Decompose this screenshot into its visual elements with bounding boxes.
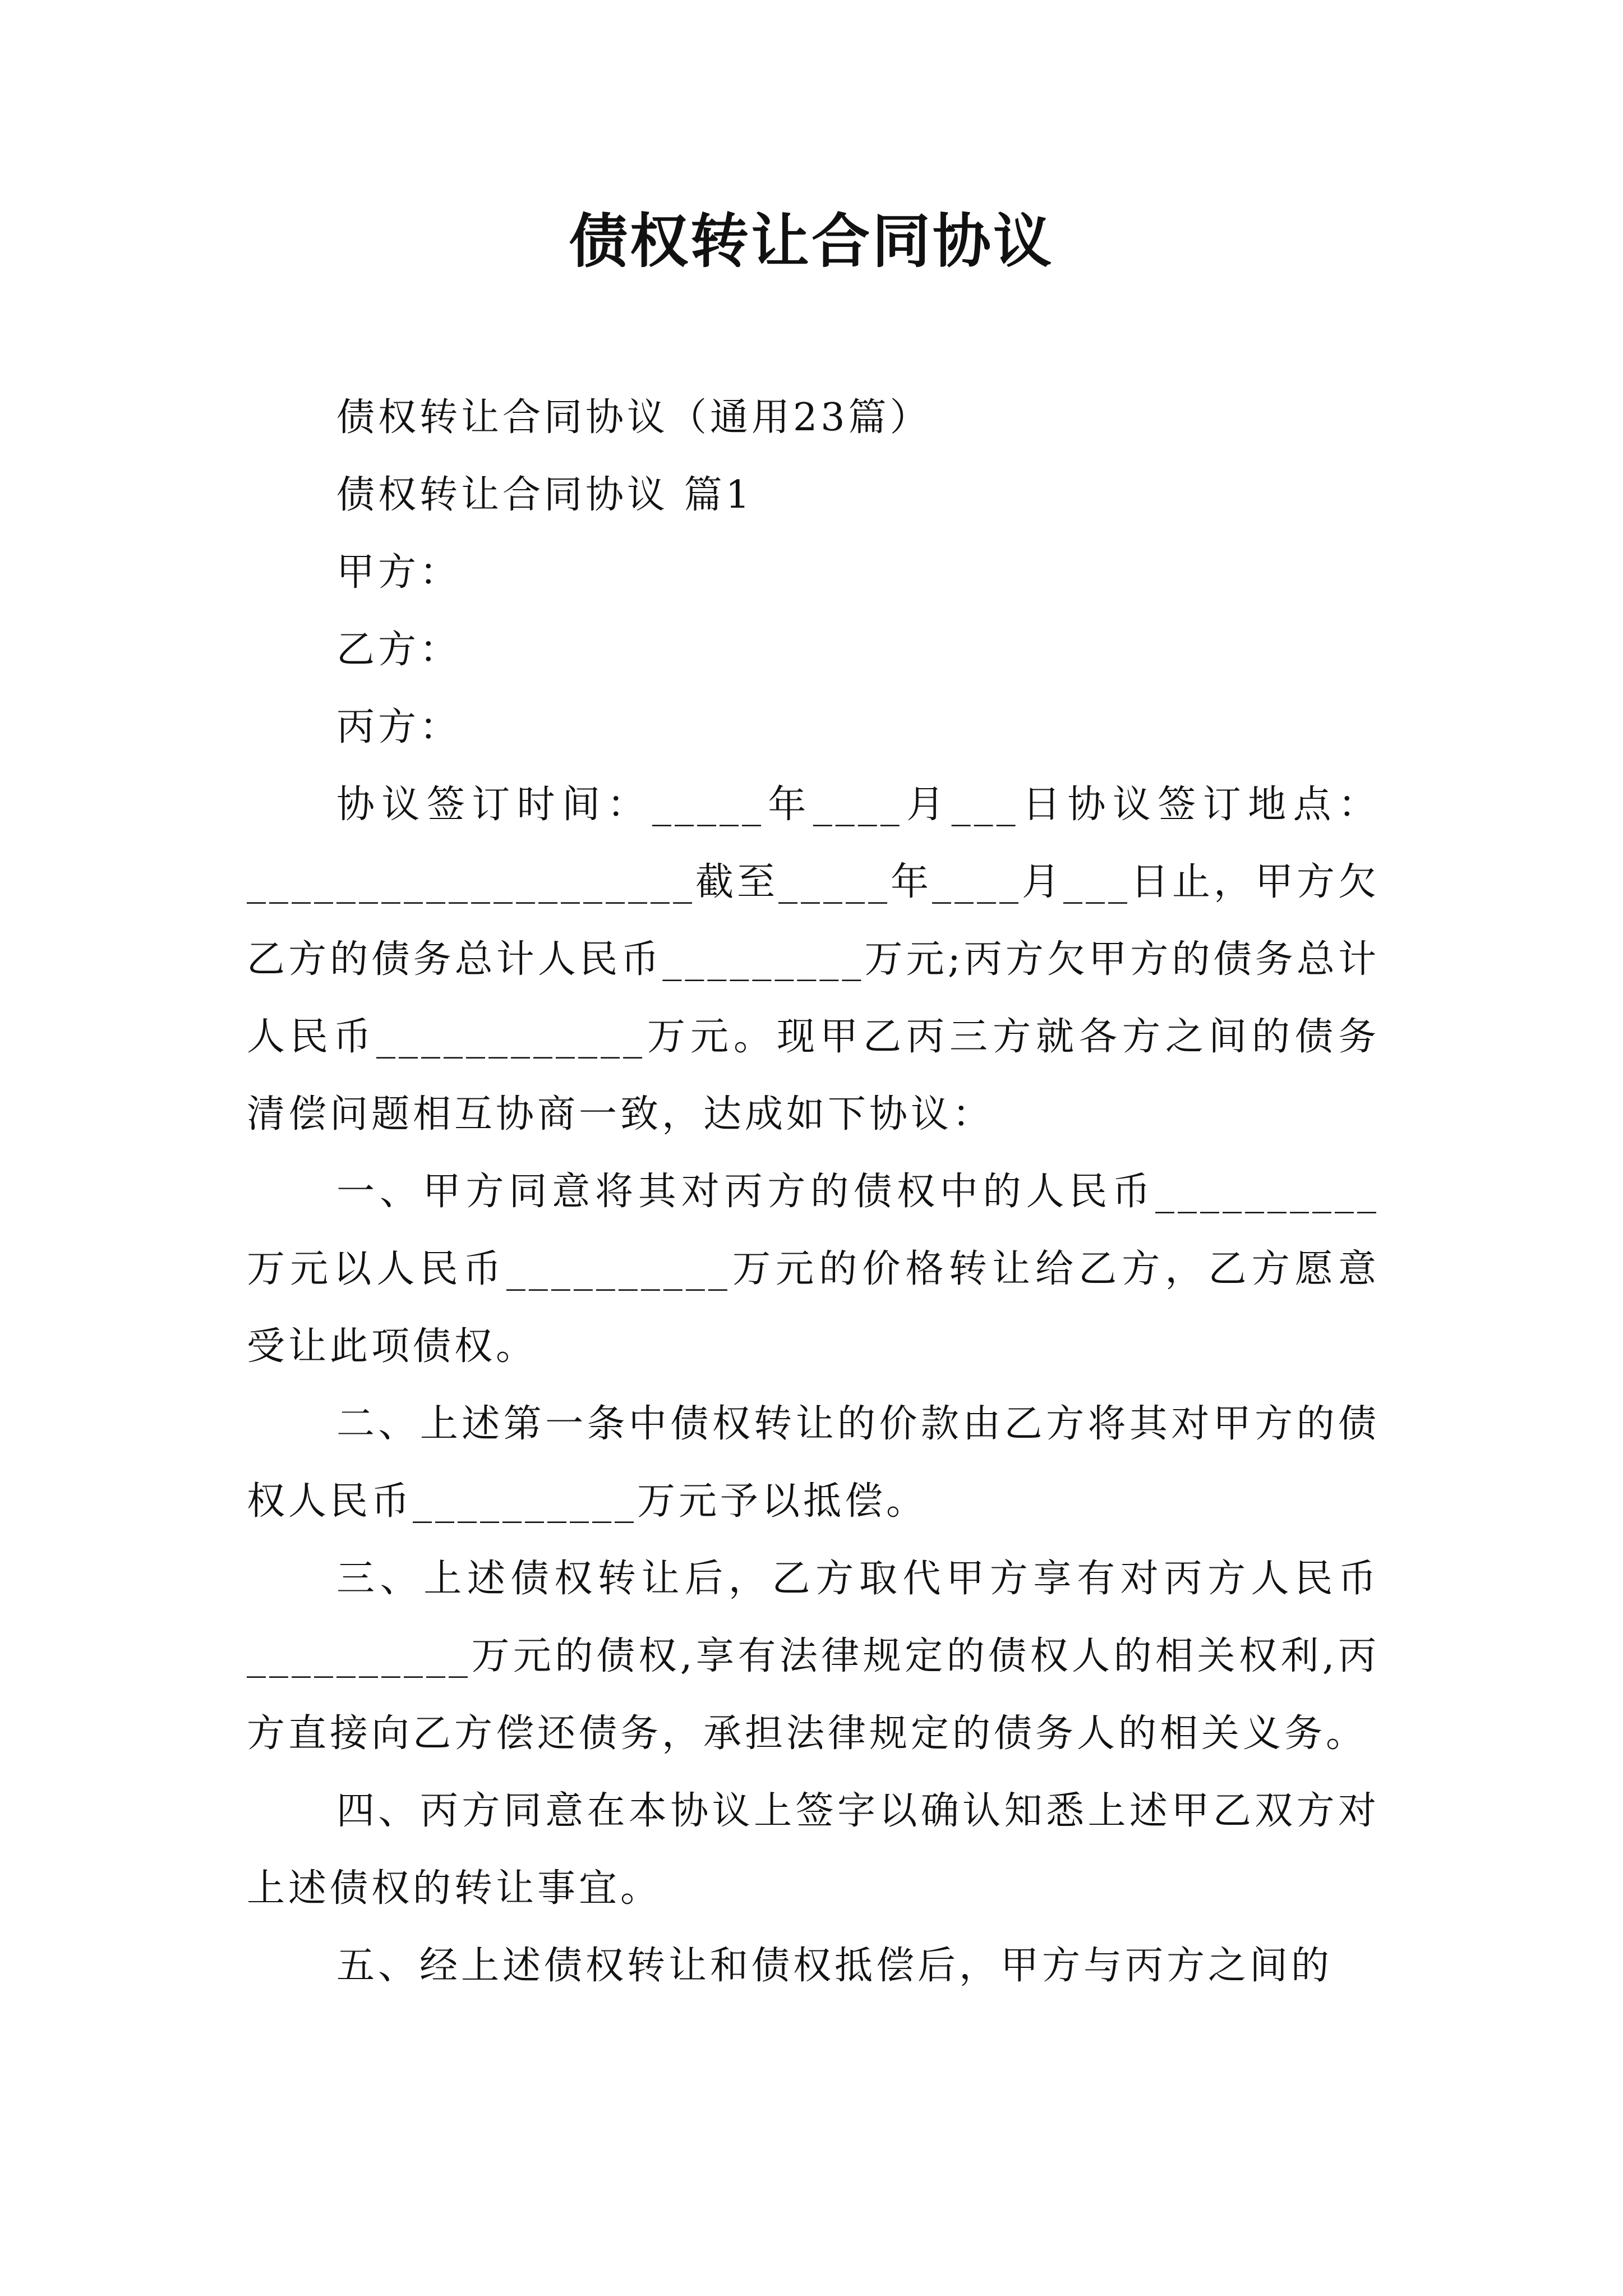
party-a-line: 甲方：	[336, 550, 462, 595]
clause-1: 一、甲方同意将其对丙方的债权中的人民币__________万元以人民币__________万元的价格转让给乙方，乙方愿意受让此项债权。	[247, 1170, 1380, 1369]
document-body	[247, 379, 1380, 2005]
clause-2: 二、上述第一条中债权转让的价款由乙方将其对甲方的债权人民币__________万元予以抵偿。	[247, 1402, 1380, 1524]
clause-5: 五、经上述债权转让和债权抵偿后，甲方与丙方之间的	[336, 1944, 1333, 1988]
clause-3: 三、上述债权转让后，乙方取代甲方享有对丙方人民币__________万元的债权,享有法律规定的债权人的相关权利,丙方直接向乙方偿还债务，承担法律规定的债务人的相关义务。	[247, 1557, 1380, 1756]
party-b-line: 乙方：	[336, 628, 462, 672]
section-heading: 债权转让合同协议 篇1	[336, 473, 753, 517]
party-c-line: 丙方：	[336, 705, 462, 749]
document-subtitle: 债权转让合同协议（通用23篇）	[336, 395, 932, 440]
preamble-paragraph: 协议签订时间：_____年____月___日协议签订地点：____________________截至_____年____月___日止，甲方欠乙方的债务总计人民币_________万元;丙方欠甲方的债务总计人民币____________万元。现甲乙丙三方就各方之间的债务清偿问题相互协商一致，达成如下协议：	[247, 783, 1380, 1137]
clause-4: 四、丙方同意在本协议上签字以确认知悉上述甲乙双方对上述债权的转让事宜。	[247, 1789, 1380, 1911]
document-title: 债权转让合同协议	[569, 206, 1054, 275]
